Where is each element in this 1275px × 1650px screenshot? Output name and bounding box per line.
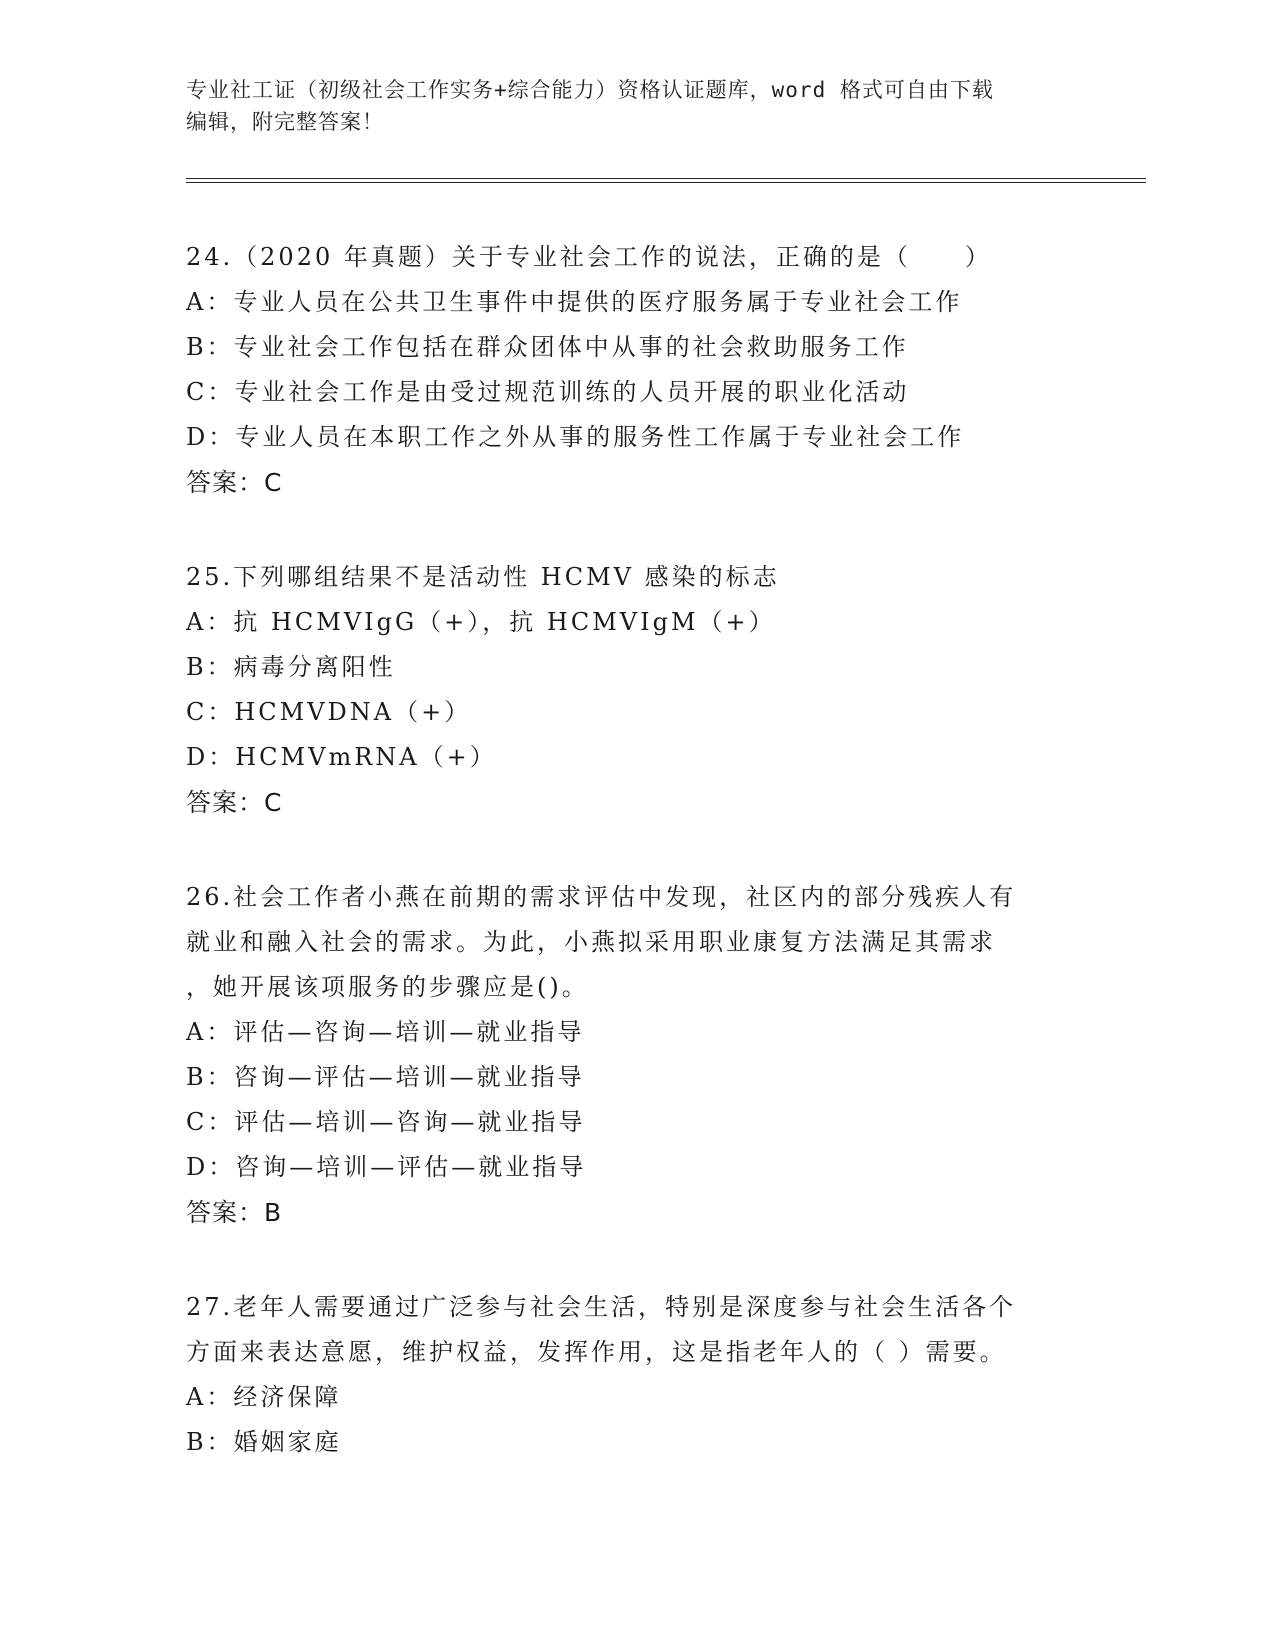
question-stem-line-2: 方面来表达意愿，维护权益，发挥作用，这是指老年人的（ ）需要。: [186, 1338, 1007, 1366]
option-c: C：评估—培训—咨询—就业指导: [186, 1108, 586, 1136]
option-d: D：专业人员在本职工作之外从事的服务性工作属于专业社会工作: [186, 423, 965, 451]
option-a: A：评估—咨询—培训—就业指导: [186, 1018, 585, 1046]
header-line-2: 编辑，附完整答案！: [186, 110, 384, 134]
option-b: B：咨询—评估—培训—就业指导: [186, 1063, 585, 1091]
option-a: A：专业人员在公共卫生事件中提供的医疗服务属于专业社会工作: [186, 288, 963, 316]
header-divider-top: [186, 178, 1146, 179]
option-c: C：专业社会工作是由受过规范训练的人员开展的职业化活动: [186, 378, 910, 406]
question-24: [186, 235, 1086, 506]
option-d: D：咨询—培训—评估—就业指导: [186, 1153, 587, 1181]
header-divider-bottom: [186, 182, 1146, 183]
question-25: [186, 555, 1086, 826]
question-stem-line-3: ，她开展该项服务的步骤应是()。: [186, 973, 589, 1001]
option-b: B：专业社会工作包括在群众团体中从事的社会救助服务工作: [186, 333, 909, 361]
option-c: C：HCMVDNA（+）: [186, 698, 472, 726]
question-stem: 24.（2020 年真题）关于专业社会工作的说法，正确的是（ ）: [186, 243, 992, 271]
option-a: A：抗 HCMVIgG（+），抗 HCMVIgM（+）: [186, 608, 776, 636]
question-stem-line-2: 就业和融入社会的需求。为此，小燕拟采用职业康复方法满足其需求: [186, 928, 996, 956]
option-a: A：经济保障: [186, 1383, 342, 1411]
document-header: [186, 74, 1086, 138]
question-stem-line-1: 26.社会工作者小燕在前期的需求评估中发现，社区内的部分残疾人有: [186, 883, 1017, 911]
question-stem-line-1: 27.老年人需要通过广泛参与社会生活，特别是深度参与社会生活各个: [186, 1293, 1017, 1321]
question-stem: 25.下列哪组结果不是活动性 HCMV 感染的标志: [186, 563, 780, 591]
answer-line: 答案：C: [186, 468, 283, 497]
question-27: [186, 1285, 1086, 1465]
answer-line: 答案：B: [186, 1198, 283, 1227]
option-d: D：HCMVmRNA（+）: [186, 743, 497, 771]
option-b: B：婚姻家庭: [186, 1428, 342, 1456]
option-b: B：病毒分离阳性: [186, 653, 396, 681]
answer-line: 答案：C: [186, 788, 283, 817]
question-26: [186, 875, 1086, 1236]
header-line-1: 专业社工证（初级社会工作实务+综合能力）资格认证题库，word 格式可自由下载: [186, 78, 994, 102]
